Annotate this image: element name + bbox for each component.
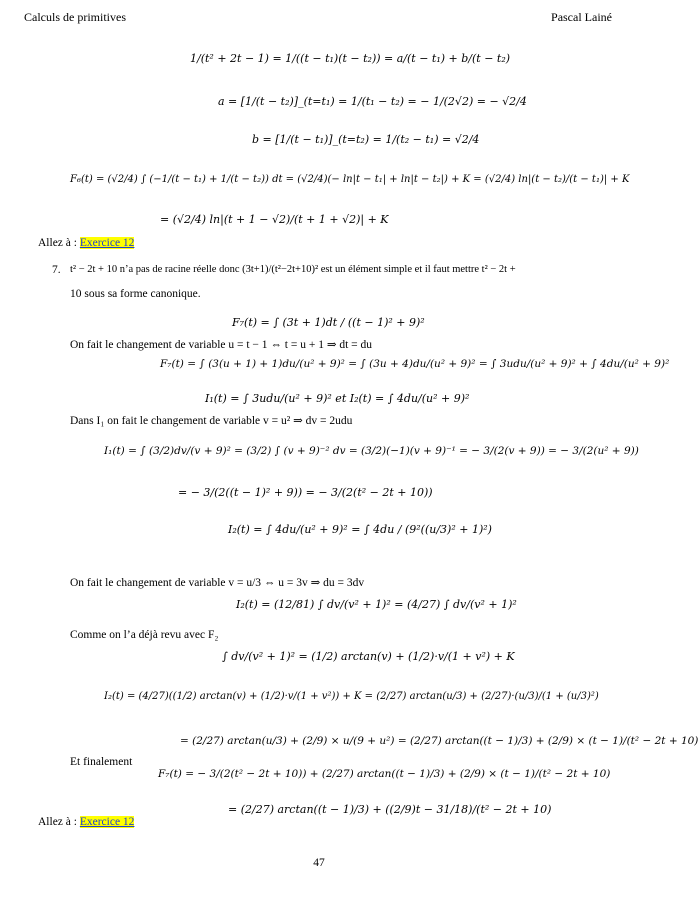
header-right: Pascal Lainé bbox=[551, 10, 612, 24]
allez-a-prefix-1: Allez à : bbox=[38, 237, 80, 249]
item-7-number: 7. bbox=[52, 264, 61, 276]
f7-result-2: = (2/27) arctan((t − 1)/3) + ((2/9)t − 31/18)/(t² − 2t + 10) bbox=[228, 803, 552, 816]
coefficient-b: b = [1/(t − t₁)]_(t=t₂) = 1/(t₂ − t₁) = √2/4 bbox=[252, 133, 480, 146]
i1-calculation-2: = − 3/(2((t − 1)² + 9)) = − 3/(2(t² − 2t + 10)) bbox=[178, 486, 433, 499]
i2-result-1: I₂(t) = (4/27)((1/2) arctan(v) + (1/2)·v/(1 + v²)) + K = (2/27) arctan(u/3) + (2/27)·(u/3)/(1 + (u/3)²) bbox=[104, 691, 599, 702]
allez-a-line-2 bbox=[38, 815, 134, 829]
comme-deja-revu: Comme on l’a déjà revu avec F₂ bbox=[70, 629, 219, 641]
item-7-text-2: 10 sous sa forme canonique. bbox=[70, 288, 201, 300]
header-left: Calculs de primitives bbox=[24, 10, 126, 24]
i1-calculation: I₁(t) = ∫ (3/2)dv/(v + 9)² = (3/2) ∫ (v + 9)⁻² dv = (3/2)(−1)(v + 9)⁻¹ = − 3/(2(v + 9)) = − 3/(2(u² + 9)) bbox=[104, 445, 639, 457]
page-number: 47 bbox=[313, 857, 325, 869]
change-variable-1: On fait le changement de variable u = t − 1 ⇔ t = u + 1 ⇒ dt = du bbox=[70, 339, 373, 351]
f7-in-u: F₇(t) = ∫ (3(u + 1) + 1)du/(u² + 9)² = ∫ (3u + 4)du/(u² + 9)² = ∫ 3udu/(u² + 9)² + ∫ 4du/(u² + 9)² bbox=[160, 358, 670, 370]
dans-i1-change: Dans I₁ on fait le changement de variable v = u² ⇒ dv = 2udu bbox=[70, 415, 353, 427]
exercice-12-link-2[interactable]: Exercice 12 bbox=[79, 816, 135, 828]
et-finalement: Et finalement bbox=[70, 756, 133, 768]
allez-a-prefix-2: Allez à : bbox=[38, 816, 80, 828]
item-7-text-1: t² − 2t + 10 n’a pas de racine réelle donc (3t+1)/(t²−2t+10)² est un élément simple et il faut mettre t² − 2t + bbox=[70, 264, 516, 275]
known-formula: ∫ dv/(v² + 1)² = (1/2) arctan(v) + (1/2)·v/(1 + v²) + K bbox=[222, 650, 515, 663]
i2-in-v: I₂(t) = (12/81) ∫ dv/(v² + 1)² = (4/27) ∫ dv/(v² + 1)² bbox=[236, 598, 517, 611]
i1-i2-definitions: I₁(t) = ∫ 3udu/(u² + 9)² et I₂(t) = ∫ 4du/(u² + 9)² bbox=[205, 392, 470, 405]
partial-fraction-decomposition: 1/(t² + 2t − 1) = 1/((t − t₁)(t − t₂)) = a/(t − t₁) + b/(t − t₂) bbox=[190, 52, 511, 65]
exercice-12-link-1[interactable]: Exercice 12 bbox=[79, 237, 135, 249]
f6-integral: F₆(t) = (√2/4) ∫ (−1/(t − t₁) + 1/(t − t₂)) dt = (√2/4)(− ln|t − t₁| + ln|t − t₂|) + K = (√2/4) ln|(t − t₂)/(t − t₁)| + K bbox=[70, 174, 630, 185]
i2-result-2: = (2/27) arctan(u/3) + (2/9) × u/(9 + u²) = (2/27) arctan((t − 1)/3) + (2/9) × (t − 1)/(t² − 2t + 10) bbox=[180, 735, 698, 747]
i2-definition: I₂(t) = ∫ 4du/(u² + 9)² = ∫ 4du / (9²((u/3)² + 1)²) bbox=[228, 523, 492, 536]
allez-a-line-1 bbox=[38, 236, 134, 250]
f7-result-1: F₇(t) = − 3/(2(t² − 2t + 10)) + (2/27) arctan((t − 1)/3) + (2/9) × (t − 1)/(t² − 2t + 10) bbox=[158, 768, 611, 780]
coefficient-a: a = [1/(t − t₂)]_(t=t₁) = 1/(t₁ − t₂) = − 1/(2√2) = − √2/4 bbox=[218, 95, 527, 108]
change-variable-2: On fait le changement de variable v = u/3 ⇔ u = 3v ⇒ du = 3dv bbox=[70, 577, 365, 589]
f7-definition: F₇(t) = ∫ (3t + 1)dt / ((t − 1)² + 9)² bbox=[232, 316, 425, 329]
f6-result: = (√2/4) ln|(t + 1 − √2)/(t + 1 + √2)| + K bbox=[160, 213, 389, 226]
